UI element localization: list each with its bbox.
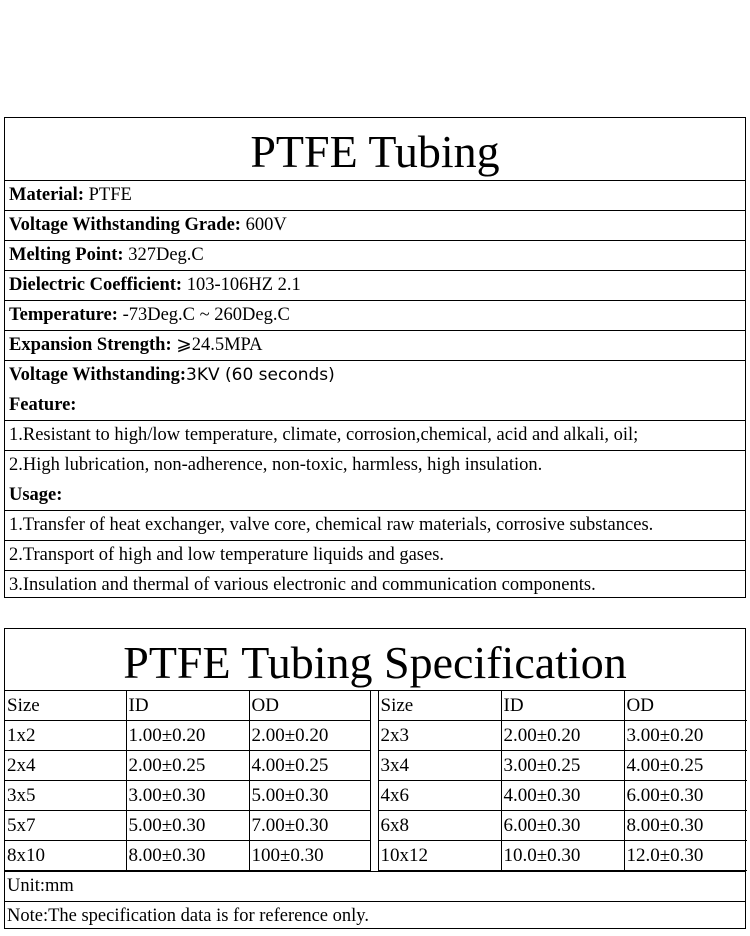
property-row: [5, 271, 745, 301]
property-value: -73Deg.C ~ 260Deg.C: [117, 305, 290, 325]
property-label: Temperature:: [9, 305, 118, 325]
specification-panel: [4, 628, 746, 929]
usage-item: 1.Transfer of heat exchanger, valve core, chemical raw materials, corrosive substances.: [5, 511, 745, 541]
table-cell: 1x2: [5, 721, 126, 751]
usage-heading: Usage:: [5, 481, 745, 511]
reference-note: Note:The specification data is for reference only.: [5, 901, 745, 931]
column-divider: [370, 751, 378, 781]
product-title: PTFE Tubing: [5, 118, 745, 181]
usage-item: 2.Transport of high and low temperature liquids and gases.: [5, 541, 745, 571]
column-header: ID: [126, 691, 249, 721]
column-header: OD: [624, 691, 747, 721]
usage-item: 3.Insulation and thermal of various electronic and communication components.: [9, 575, 596, 595]
table-cell: 10.0±0.30: [501, 841, 624, 871]
table-cell: 2.00±0.20: [249, 721, 370, 751]
table-cell: 3x5: [5, 781, 126, 811]
table-row: [5, 811, 747, 841]
table-cell: 5x7: [5, 811, 126, 841]
property-value: 327Deg.C: [123, 245, 204, 265]
property-row: [5, 211, 745, 241]
table-cell: 8.00±0.30: [624, 811, 747, 841]
property-row: [5, 361, 745, 391]
column-divider: [370, 811, 378, 841]
column-divider: [370, 691, 378, 721]
column-header: Size: [378, 691, 501, 721]
table-cell: 8x10: [5, 841, 126, 871]
property-value: PTFE: [84, 185, 132, 205]
property-value: 3KV (60 seconds): [186, 365, 335, 385]
column-divider: [370, 841, 378, 871]
product-info-panel: [4, 117, 746, 598]
property-row: [5, 301, 745, 331]
column-divider: [370, 721, 378, 751]
property-row: [5, 241, 745, 271]
unit-note: Unit:mm: [5, 871, 745, 901]
table-cell: 8.00±0.30: [126, 841, 249, 871]
property-value: 103-106HZ 2.1: [182, 275, 301, 295]
property-value: 600V: [240, 215, 287, 235]
table-cell: 12.0±0.30: [624, 841, 747, 871]
column-divider: [370, 781, 378, 811]
table-cell: 3.00±0.20: [624, 721, 747, 751]
table-cell: 7.00±0.30: [249, 811, 370, 841]
property-label: Melting Point:: [9, 245, 124, 265]
table-row: [5, 841, 747, 871]
property-label: Material:: [9, 185, 84, 205]
table-cell: 2x4: [5, 751, 126, 781]
column-header: OD: [249, 691, 370, 721]
column-header: Size: [5, 691, 126, 721]
table-cell: 4x6: [378, 781, 501, 811]
table-row: [5, 751, 747, 781]
table-cell: 2.00±0.25: [126, 751, 249, 781]
table-cell: 4.00±0.25: [249, 751, 370, 781]
table-cell: 5.00±0.30: [249, 781, 370, 811]
table-header-row: [5, 691, 747, 721]
feature-item: 1.Resistant to high/low temperature, climate, corrosion,chemical, acid and alkali, oil;: [5, 421, 745, 451]
property-value: ⩾24.5MPA: [171, 335, 263, 355]
table-cell: 4.00±0.30: [501, 781, 624, 811]
column-header: ID: [501, 691, 624, 721]
table-cell: 6.00±0.30: [624, 781, 747, 811]
table-row: [5, 721, 747, 751]
property-row: [5, 181, 745, 211]
property-label: Voltage Withstanding:: [9, 365, 186, 385]
feature-item: 2.High lubrication, non-adherence, non-toxic, harmless, high insulation.: [9, 455, 543, 475]
specification-title: PTFE Tubing Specification: [5, 629, 745, 691]
table-cell: 5.00±0.30: [126, 811, 249, 841]
specification-table: [5, 691, 747, 871]
property-label: Voltage Withstanding Grade:: [9, 215, 241, 235]
property-label: Expansion Strength:: [9, 335, 172, 355]
table-cell: 10x12: [378, 841, 501, 871]
table-cell: 6x8: [378, 811, 501, 841]
table-cell: 2.00±0.20: [501, 721, 624, 751]
table-cell: 1.00±0.20: [126, 721, 249, 751]
table-cell: 2x3: [378, 721, 501, 751]
property-row: [5, 331, 745, 361]
table-row: [5, 781, 747, 811]
table-cell: 6.00±0.30: [501, 811, 624, 841]
feature-heading: Feature:: [5, 391, 745, 421]
table-cell: 4.00±0.25: [624, 751, 747, 781]
table-cell: 3x4: [378, 751, 501, 781]
table-cell: 100±0.30: [249, 841, 370, 871]
property-label: Dielectric Coefficient:: [9, 275, 183, 295]
table-cell: 3.00±0.25: [501, 751, 624, 781]
table-cell: 3.00±0.30: [126, 781, 249, 811]
